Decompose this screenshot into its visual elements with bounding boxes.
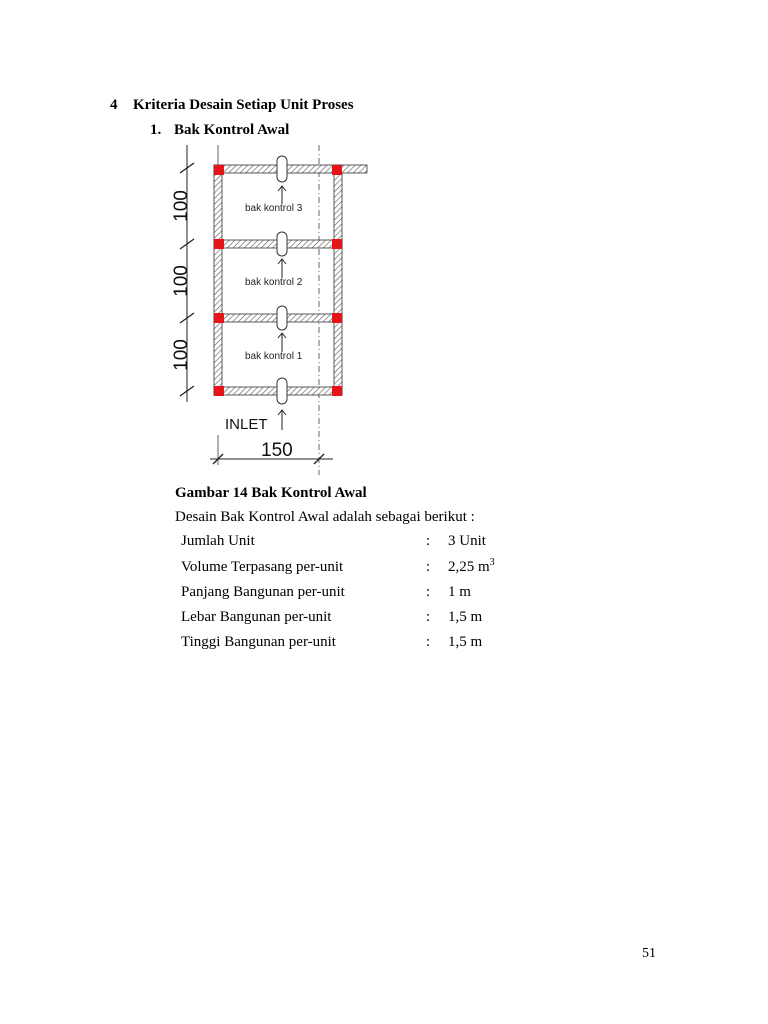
section-number: 4 bbox=[110, 97, 118, 113]
spec-label: Volume Terpasang per-unit bbox=[181, 559, 344, 575]
bak-kontrol-drawing bbox=[165, 140, 375, 480]
intro-text: Desain Bak Kontrol Awal adalah sebagai berikut : bbox=[175, 509, 475, 525]
spec-row bbox=[181, 582, 701, 602]
bak-label-1: bak kontrol 1 bbox=[245, 351, 303, 362]
spec-row bbox=[181, 531, 701, 551]
bak-label-3: bak kontrol 3 bbox=[245, 203, 303, 214]
spec-value: 2,25 $m^3$ bbox=[448, 557, 495, 575]
wall-left bbox=[214, 165, 222, 395]
dim-label-1: 100 bbox=[171, 339, 192, 371]
bak-label-2: bak kontrol 2 bbox=[245, 277, 303, 288]
section-title: Kriteria Desain Setiap Unit Proses bbox=[133, 97, 354, 113]
spec-colon: : bbox=[426, 609, 431, 625]
spec-value: 1,5 m bbox=[448, 609, 483, 625]
spec-colon: : bbox=[426, 584, 431, 600]
spec-value: 3 Unit bbox=[448, 533, 486, 549]
spec-value: 1,5 m bbox=[448, 634, 483, 650]
superscript: 3 bbox=[489, 557, 495, 568]
inlet-label: INLET bbox=[225, 416, 268, 433]
spec-label: Tinggi Bangunan per-unit bbox=[181, 634, 336, 650]
page-number: 51 bbox=[642, 946, 656, 961]
spec-colon: : bbox=[426, 533, 431, 549]
spec-colon: : bbox=[426, 559, 431, 575]
width-label: 150 bbox=[261, 440, 293, 461]
spec-row bbox=[181, 632, 701, 652]
wall-top bbox=[214, 165, 367, 173]
spec-label: Lebar Bangunan per-unit bbox=[181, 609, 332, 625]
spec-colon: : bbox=[426, 634, 431, 650]
spec-row bbox=[181, 557, 701, 577]
dim-label-2: 100 bbox=[171, 265, 192, 297]
subsection-title: Bak Kontrol Awal bbox=[174, 122, 290, 138]
spec-row bbox=[181, 607, 701, 627]
spec-label: Jumlah Unit bbox=[181, 533, 255, 549]
figure-caption: Gambar 14 Bak Kontrol Awal bbox=[175, 485, 367, 501]
spec-label: Panjang Bangunan per-unit bbox=[181, 584, 345, 600]
spec-value: 1 m bbox=[448, 584, 471, 600]
subsection-number: 1. bbox=[150, 122, 162, 138]
dim-label-3: 100 bbox=[171, 190, 192, 222]
wall-right bbox=[334, 165, 342, 395]
